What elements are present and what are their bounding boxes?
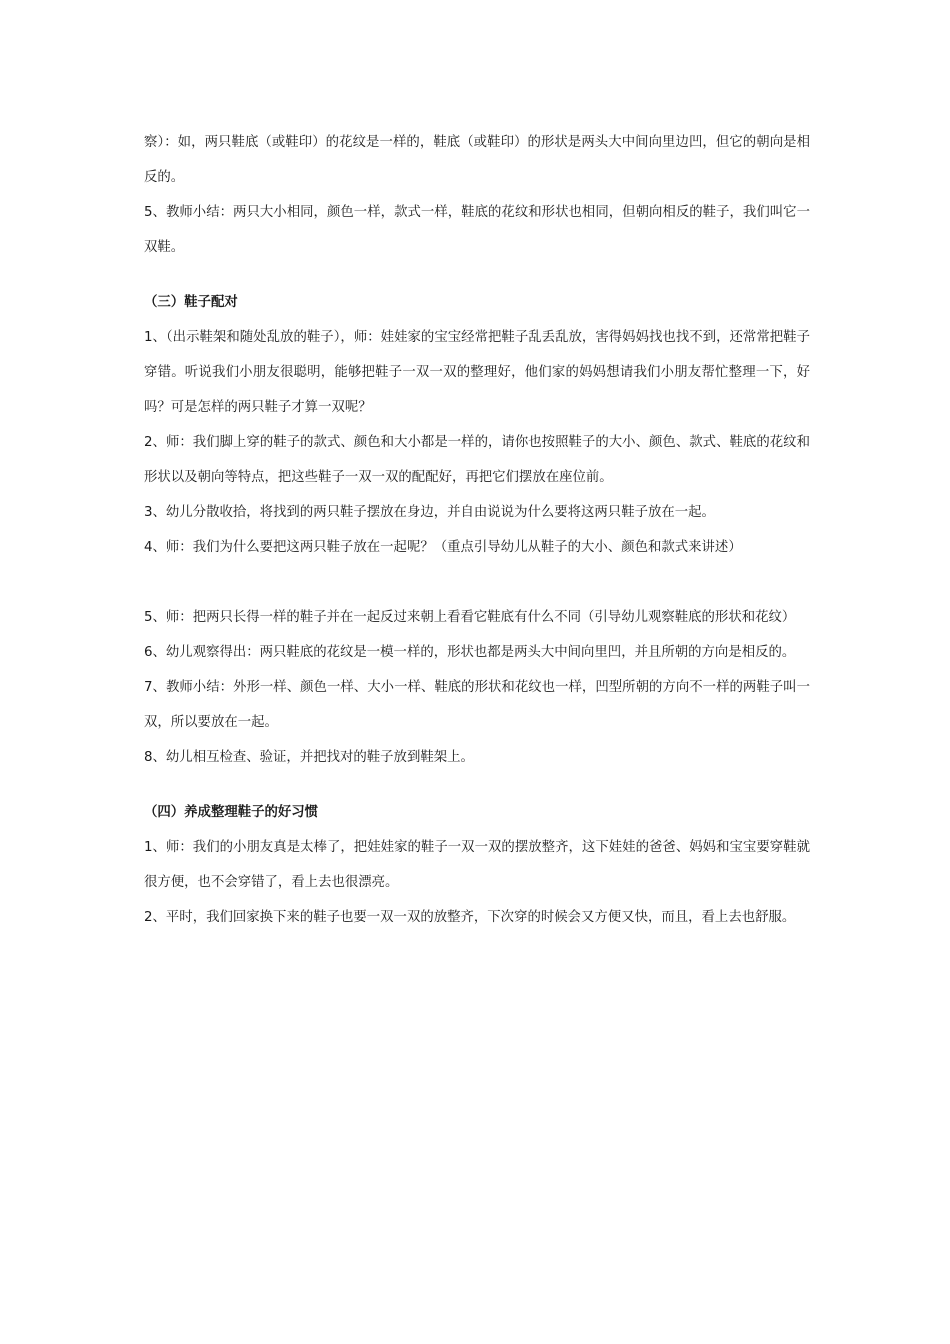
list-item: 7、教师小结：外形一样、颜色一样、大小一样、鞋底的形状和花纹也一样，凹型所朝的方向不一样的两鞋子叫一双，所以要放在一起。 <box>144 680 810 730</box>
list-item: 8、幼儿相互检查、验证，并把找对的鞋子放到鞋架上。 <box>144 750 474 765</box>
list-item: 3、幼儿分散收拾，将找到的两只鞋子摆放在身边，并自由说说为什么要将这两只鞋子放在一起。 <box>144 505 715 520</box>
paragraph-teacher-summary: 5、教师小结：两只大小相同，颜色一样，款式一样，鞋底的花纹和形状也相同，但朝向相反的鞋子，我们叫它一双鞋。 <box>144 205 810 255</box>
list-item: 2、平时，我们回家换下来的鞋子也要一双一双的放整齐，下次穿的时候会又方便又快，而且，看上去也舒服。 <box>144 910 796 925</box>
document-body <box>144 125 810 935</box>
list-item: 2、师：我们脚上穿的鞋子的款式、颜色和大小都是一样的，请你也按照鞋子的大小、颜色、款式、鞋底的花纹和形状以及朝向等特点，把这些鞋子一双一双的配配好，再把它们摆放在座位前。 <box>144 435 810 485</box>
paragraph-continued-observation: 察）：如，两只鞋底（或鞋印）的花纹是一样的，鞋底（或鞋印）的形状是两头大中间向里边凹，但它的朝向是相反的。 <box>144 135 810 185</box>
section-heading-tidy-habit: （四）养成整理鞋子的好习惯 <box>144 805 319 820</box>
list-item: 1、（出示鞋架和随处乱放的鞋子），师：娃娃家的宝宝经常把鞋子乱丢乱放，害得妈妈找也找不到，还常常把鞋子穿错。听说我们小朋友很聪明，能够把鞋子一双一双的整理好，他们家的妈妈想请我们小朋友帮忙整理一下，好吗？可是怎样的两只鞋子才算一双呢？ <box>144 330 810 415</box>
list-item: 4、师：我们为什么要把这两只鞋子放在一起呢？（重点引导幼儿从鞋子的大小、颜色和款式来讲述） <box>144 540 742 555</box>
section-heading-shoe-matching: （三）鞋子配对 <box>144 295 238 310</box>
list-item: 1、师：我们的小朋友真是太棒了，把娃娃家的鞋子一双一双的摆放整齐，这下娃娃的爸爸、妈妈和宝宝要穿鞋就很方便，也不会穿错了，看上去也很漂亮。 <box>144 840 810 890</box>
list-item: 6、幼儿观察得出：两只鞋底的花纹是一模一样的，形状也都是两头大中间向里凹，并且所朝的方向是相反的。 <box>144 645 796 660</box>
list-item: 5、师：把两只长得一样的鞋子并在一起反过来朝上看看它鞋底有什么不同（引导幼儿观察鞋底的形状和花纹） <box>144 610 796 625</box>
